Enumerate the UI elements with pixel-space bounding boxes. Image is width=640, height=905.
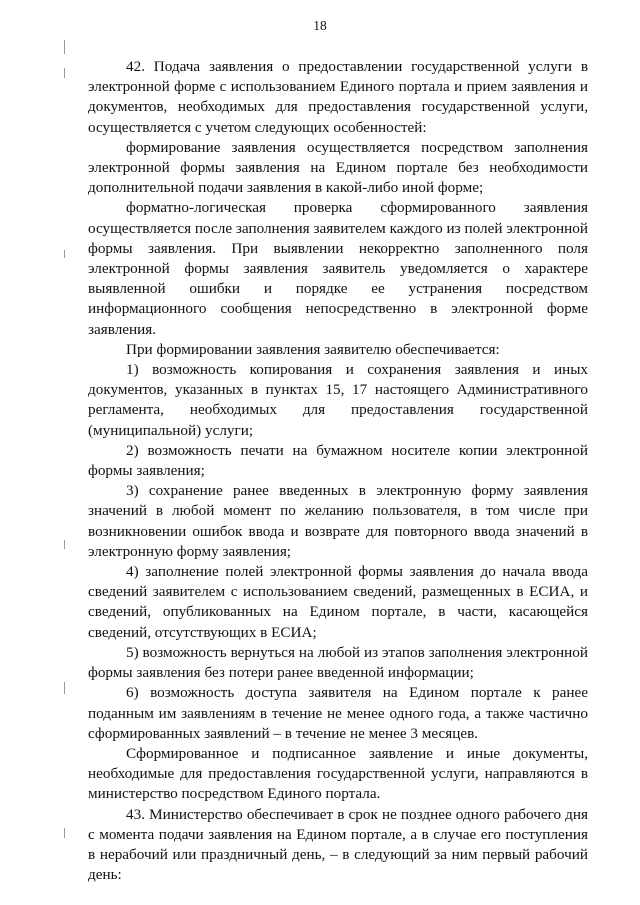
list-item-4: 4) заполнение полей электронной формы заявления до начала ввода сведений заявителем с использованием сведений, размещенных в ЕСИА, и сведений, опубликованных на Едином портале, в части, касающейся сведений, отсутствующих в ЕСИА; [88,563,588,641]
page-number: 18 [313,18,327,33]
list-item-6: 6) возможность доступа заявителя на Едином портале к ранее поданным им заявлениям в течение не менее одного года, а также частично сформированных заявлений – в течение не менее 3 месяцев. [88,684,588,742]
list-item-2: 2) возможность печати на бумажном носителе копии электронной формы заявления; [88,441,588,480]
document-body [88,57,588,885]
scan-mark [64,540,65,549]
paragraph-provided-list-intro: При формировании заявления заявителю обеспечивается: [126,340,500,358]
list-item-3: 3) сохранение ранее введенных в электронную форму заявления значений в любой момент по желанию пользователя, в том числе при возникновении ошибок ввода и возврате для повторного ввода значений в электронную форму заявления; [88,482,588,560]
paragraph-43: 43. Министерство обеспечивает в срок не позднее одного рабочего дня с момента подачи заявления на Едином портале, а в случае его поступления в нерабочий или праздничный день, – в следующий за ним первый рабочий день: [88,805,588,884]
scan-mark [64,40,65,54]
paragraph-form-filling: формирование заявления осуществляется посредством заполнения электронной формы заявления на Едином портале без необходимости дополнительной подачи заявления в какой-либо иной форме; [88,138,588,197]
scan-mark [64,250,65,258]
paragraph-42-intro: 42. Подача заявления о предоставлении государственной услуги в электронной форме с использованием Единого портала и прием заявления и документов, необходимых для предоставления государственной услуги, осуществляется с учетом следующих особенностей: [88,58,588,136]
scan-margin-marks [64,0,68,905]
scan-mark [64,68,65,78]
paragraph-format-check: форматно-логическая проверка сформированного заявления осуществляется после заполнения заявителем каждого из полей электронной формы заявления. При выявлении некорректно заполненного поля электронной формы заявления заявитель уведомляется о характере выявленной ошибки и порядке ее устранения посредством информационного сообщения непосредственно в электронной форме заявления. [88,199,588,338]
paragraph-submission: Сформированное и подписанное заявление и иные документы, необходимые для предоставления государственной услуги, направляются в министерство посредством Единого портала. [88,744,588,803]
scan-mark [64,682,65,694]
scan-mark [64,828,65,838]
list-item-1: 1) возможность копирования и сохранения заявления и иных документов, указанных в пунктах 15, 17 настоящего Административного регламента, необходимых для предоставления государственной (муниципальной) услуги; [88,361,588,439]
list-item-5: 5) возможность вернуться на любой из этапов заполнения электронной формы заявления без потери ранее введенной информации; [88,643,588,682]
